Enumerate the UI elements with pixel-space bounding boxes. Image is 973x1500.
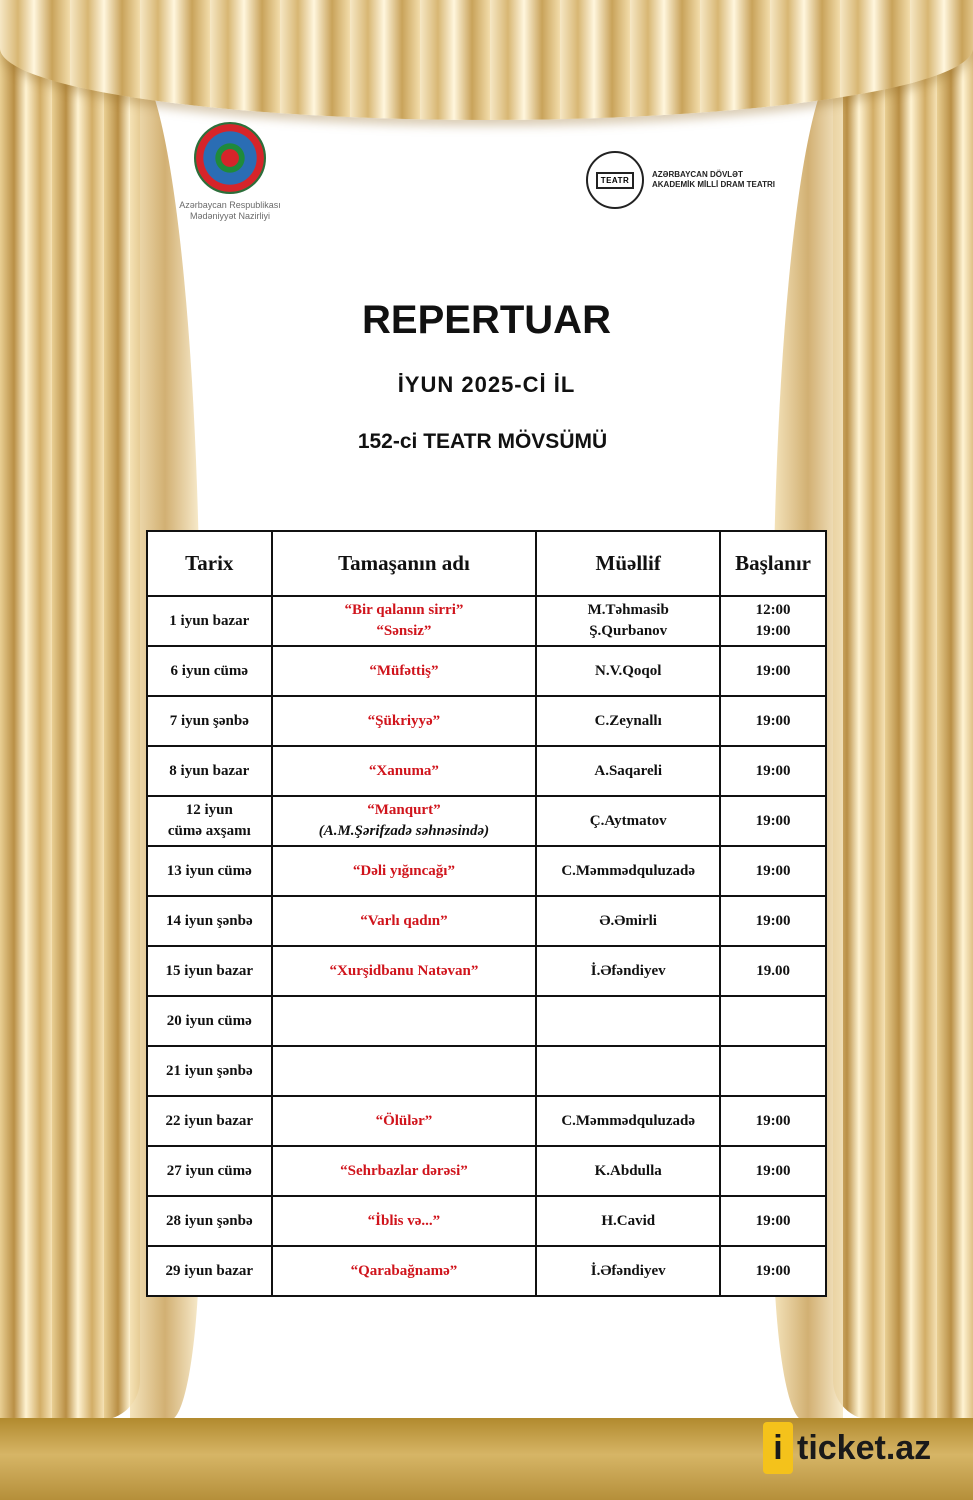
table-row	[147, 796, 826, 846]
start-time: 19:00	[755, 1262, 791, 1279]
start-time: 12:00	[755, 602, 791, 618]
play-title: “Xanuma”	[368, 762, 439, 779]
play-title: “Qarabağnamə”	[350, 1262, 458, 1279]
time-cell	[720, 1096, 826, 1146]
play-cell	[272, 746, 537, 796]
time-cell	[720, 796, 826, 846]
start-time: 19:00	[755, 623, 791, 639]
play-cell	[272, 1196, 537, 1246]
author-cell	[536, 696, 720, 746]
author-cell	[536, 896, 720, 946]
time-cell	[720, 646, 826, 696]
date-cell	[147, 1046, 272, 1096]
date-line: 12 iyun	[185, 802, 233, 818]
time-cell	[720, 696, 826, 746]
iticket-i-icon: i	[763, 1422, 793, 1474]
table-row	[147, 596, 826, 646]
author-name: N.V.Qoqol	[594, 662, 662, 679]
seal-label: TEATR	[596, 172, 635, 189]
header-author: Müəllif	[536, 531, 720, 596]
start-time: 19:00	[755, 1212, 791, 1229]
time-cell	[720, 596, 826, 646]
date-cell	[147, 1096, 272, 1146]
date-text: 21 iyun şənbə	[165, 1062, 253, 1079]
time-cell	[720, 896, 826, 946]
date-cell	[147, 1146, 272, 1196]
time-cell	[720, 746, 826, 796]
author-name: Ə.Əmirli	[599, 912, 657, 929]
play-title: “Sənsiz”	[376, 623, 432, 639]
date-text: 7 iyun şənbə	[169, 712, 249, 729]
date-cell	[147, 646, 272, 696]
author-cell	[536, 1196, 720, 1246]
play-title: “Müfəttiş”	[369, 662, 439, 679]
author-name: K.Abdulla	[594, 1162, 662, 1179]
play-cell	[272, 646, 537, 696]
author-cell	[536, 1146, 720, 1196]
header-play: Tamaşanın adı	[272, 531, 537, 596]
table-header-row	[147, 531, 826, 596]
author-name: C.Məmmədquluzadə	[561, 1112, 696, 1129]
play-cell	[272, 846, 537, 896]
start-time: 19:00	[755, 762, 791, 779]
author-cell	[536, 1046, 720, 1096]
date-cell	[147, 746, 272, 796]
author-cell	[536, 1246, 720, 1296]
start-time: 19:00	[755, 812, 791, 829]
date-text: 13 iyun cümə	[166, 862, 252, 879]
time-cell	[720, 946, 826, 996]
start-time: 19:00	[755, 1112, 791, 1129]
date-cell	[147, 846, 272, 896]
date-text: 27 iyun cümə	[166, 1162, 252, 1179]
play-title: “Sehrbazlar dərəsi”	[340, 1162, 468, 1179]
play-cell	[272, 946, 537, 996]
author-cell	[536, 796, 720, 846]
theatre-name: AZƏRBAYCAN DÖVLƏT AKADEMİK MİLLİ DRAM TEATRI	[652, 170, 775, 189]
time-cell	[720, 996, 826, 1046]
play-title: “Dəli yığıncağı”	[352, 862, 455, 879]
play-title: “Manqurt”	[367, 802, 441, 818]
play-title: “Ölülər”	[375, 1112, 433, 1129]
table-row	[147, 1196, 826, 1246]
time-cell	[720, 1046, 826, 1096]
start-time: 19.00	[756, 962, 790, 979]
iticket-text: ticket.az	[797, 1428, 932, 1467]
date-cell	[147, 1246, 272, 1296]
play-title: “Bir qalanın sirri”	[344, 602, 464, 618]
author-cell	[536, 996, 720, 1046]
play-venue-note: (A.M.Şərifzadə səhnəsində)	[318, 823, 490, 839]
theatre-logo	[586, 150, 816, 210]
time-cell	[720, 846, 826, 896]
date-cell	[147, 946, 272, 996]
table-row	[147, 1146, 826, 1196]
play-title: “Varlı qadın”	[360, 912, 448, 929]
author-cell	[536, 646, 720, 696]
author-name: C.Məmmədquluzadə	[561, 862, 696, 879]
author-name: İ.Əfəndiyev	[590, 962, 666, 979]
date-cell	[147, 996, 272, 1046]
date-text: 1 iyun bazar	[169, 612, 250, 629]
table-row	[147, 996, 826, 1046]
table-row	[147, 1246, 826, 1296]
play-cell	[272, 1046, 537, 1096]
author-name: C.Zeynallı	[594, 712, 662, 729]
date-text: 14 iyun şənbə	[165, 912, 253, 929]
azerbaijan-emblem-icon	[194, 122, 266, 194]
date-cell	[147, 896, 272, 946]
date-cell	[147, 796, 272, 846]
date-text: 8 iyun bazar	[169, 762, 250, 779]
date-text: 28 iyun şənbə	[165, 1212, 253, 1229]
time-cell	[720, 1196, 826, 1246]
date-cell	[147, 596, 272, 646]
play-title: “Şükriyyə”	[367, 712, 441, 729]
time-cell	[720, 1146, 826, 1196]
play-cell	[272, 1096, 537, 1146]
table-row	[147, 1046, 826, 1096]
play-cell	[272, 1146, 537, 1196]
play-cell	[272, 596, 537, 646]
table-row	[147, 746, 826, 796]
iticket-logo[interactable]	[763, 1422, 931, 1474]
start-time: 19:00	[755, 862, 791, 879]
date-cell	[147, 1196, 272, 1246]
table-row	[147, 696, 826, 746]
play-cell	[272, 796, 537, 846]
play-cell	[272, 896, 537, 946]
curtain-left	[0, 0, 140, 1420]
date-text: 22 iyun bazar	[165, 1112, 254, 1129]
author-cell	[536, 596, 720, 646]
date-text: 29 iyun bazar	[165, 1262, 254, 1279]
author-name: Ç.Aytmatov	[589, 812, 667, 829]
header-date: Tarix	[147, 531, 272, 596]
start-time: 19:00	[755, 1162, 791, 1179]
table-row	[147, 946, 826, 996]
table-row	[147, 846, 826, 896]
date-text: 20 iyun cümə	[166, 1012, 252, 1029]
ministry-caption: Azərbaycan Respublikası Mədəniyyət Nazirliyi	[179, 200, 281, 221]
theatre-seal-icon	[586, 151, 644, 209]
repertoire-table	[146, 530, 827, 1297]
author-cell	[536, 1096, 720, 1146]
start-time: 19:00	[755, 662, 791, 679]
author-name: A.Saqareli	[594, 762, 663, 779]
author-name: M.Təhmasib	[587, 602, 669, 618]
month-subtitle: İYUN 2025-Cİ İL	[397, 372, 576, 397]
season-label: 152-ci TEATR MÖVSÜMÜ	[357, 430, 608, 453]
time-cell	[720, 1246, 826, 1296]
date-cell	[147, 696, 272, 746]
table-row	[147, 896, 826, 946]
curtain-right	[833, 0, 973, 1420]
page-title: REPERTUAR	[362, 298, 611, 342]
author-name: Ş.Qurbanov	[589, 623, 668, 639]
start-time: 19:00	[755, 912, 791, 929]
table-row	[147, 646, 826, 696]
header-time: Başlanır	[720, 531, 826, 596]
author-cell	[536, 846, 720, 896]
table-row	[147, 1096, 826, 1146]
ministry-logo	[160, 122, 300, 222]
date-text: 6 iyun cümə	[170, 662, 249, 679]
play-cell	[272, 696, 537, 746]
author-name: H.Cavid	[601, 1212, 656, 1229]
author-name: İ.Əfəndiyev	[590, 1262, 666, 1279]
start-time: 19:00	[755, 712, 791, 729]
play-title: “Xurşidbanu Natəvan”	[329, 962, 479, 979]
author-cell	[536, 946, 720, 996]
play-cell	[272, 1246, 537, 1296]
author-cell	[536, 746, 720, 796]
play-title: “İblis və...”	[367, 1212, 441, 1229]
date-text: 15 iyun bazar	[165, 962, 254, 979]
play-cell	[272, 996, 537, 1046]
date-line: cümə axşamı	[167, 823, 251, 839]
